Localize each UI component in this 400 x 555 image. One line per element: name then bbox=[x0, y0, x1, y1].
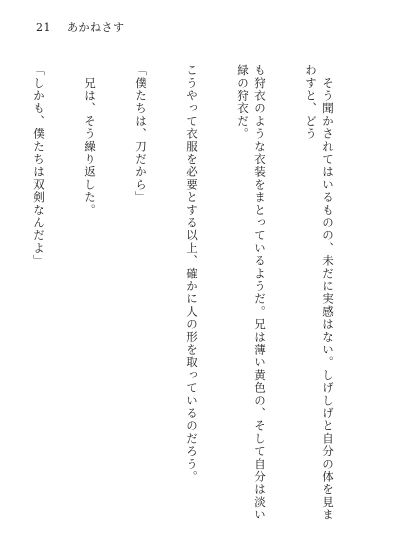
text-line-6: 「しかも、僕たちは双剣なんだよ」 bbox=[32, 64, 46, 268]
text-line-3: こうやって衣服を必要とする以上、確かに人の形を取っているのだろう。 bbox=[185, 64, 199, 484]
text-line-1: そう聞かされてはいるものの、未だに実感はない。しげしげと自分の体を見まわすと、どう bbox=[304, 64, 335, 522]
text-line-4: 「僕たちは、刀だから」 bbox=[134, 64, 148, 204]
text-line-5: 兄は、そう繰り返した。 bbox=[83, 64, 97, 217]
vertical-text-body bbox=[0, 64, 370, 524]
running-title: あかねさす bbox=[67, 21, 125, 34]
page-header bbox=[36, 21, 125, 35]
page-number: 21 bbox=[36, 21, 51, 34]
text-line-2: も狩衣のような衣装をまとっているようだ。兄は薄い黄色の、そして自分は淡い緑の狩衣だ。 bbox=[236, 64, 267, 522]
